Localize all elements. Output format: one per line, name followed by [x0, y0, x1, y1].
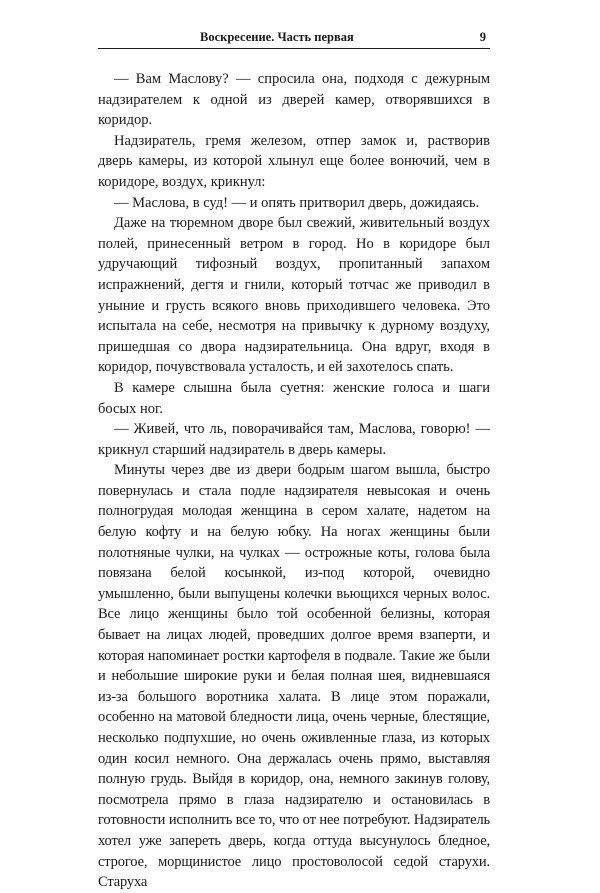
- paragraph: Минуты через две из двери бодрым шагом вышла, быстро повернулась и стала подле надзирателя невысокая и очень полногрудая молодая женщина в сером халате, надетом на белую кофту и на белую юбку. На ногах женщины были полотняные чулки, на чулках — острожные коты, голова была повязана белой косынкой, из-под которой, очевидно умышленно, были выпущены колечки вьющихся черных волос. Все лицо женщины было той особенной белизны, которая бывает на лицах людей, проведших долгое время взаперти, и которая напоминает ростки картофеля в подвале. Такие же были и небольшие широкие руки и белая полная шея, видневшаяся из-за большого воротника халата. В лице этом поражали, особенно на матовой бледности лица, очень черные, блестящие, несколько подпухшие, но очень оживленные глаза, из которых один косил немного. Она держалась очень прямо, выставляя полную грудь. Выйдя в коридор, она, немного закинув голову, посмотрела прямо в глаза надзирателю и остановилась в готовности исполнить все то, что от нее потребуют. Надзиратель хотел уже запереть дверь, когда оттуда высунулось бледное, строгое, морщинистое лицо простоволосой седой старухи. Старуха: [98, 462, 490, 891]
- running-header: [98, 30, 490, 49]
- paragraph: Надзиратель, гремя железом, отпер замок и, растворив дверь камеры, из которой хлынул еще более вонючий, чем в коридоре, воздух, крикнул:: [98, 132, 490, 190]
- paragraph: В камере слышна была суетня: женские голоса и шаги босых ног.: [98, 379, 490, 417]
- paragraph: — Живей, что ль, поворачивайся там, Маслова, говорю! — крикнул старший надзиратель в дверь камеры.: [98, 421, 490, 458]
- page-number: 9: [479, 30, 486, 44]
- paragraph: — Вам Маслову? — спросила она, подходя с дежурным надзирателем к одной из дверей камер, отворявшихся в коридор.: [98, 71, 490, 129]
- page-body: [98, 69, 490, 893]
- paragraph: — Маслова, в суд! — и опять притворил дверь, дожидаясь.: [114, 194, 480, 211]
- book-page: [98, 30, 490, 893]
- running-title: Воскресение. Часть первая: [200, 30, 354, 44]
- paragraph: Даже на тюремном дворе был свежий, живительный воздух полей, принесенный ветром в город. Но в коридоре был удручающий тифозный воздух, пропитанный запахом испражнений, дегтя и гнили, который тотчас же приводил в уныние и грусть всякого вновь приходившего человека. Это испытала на себе, несмотря на привычку к дурному воздуху, пришедшая со двора надзирательница. Она вдруг, входя в коридор, почувствовала усталость, и ей захотелось спать.: [98, 215, 490, 376]
